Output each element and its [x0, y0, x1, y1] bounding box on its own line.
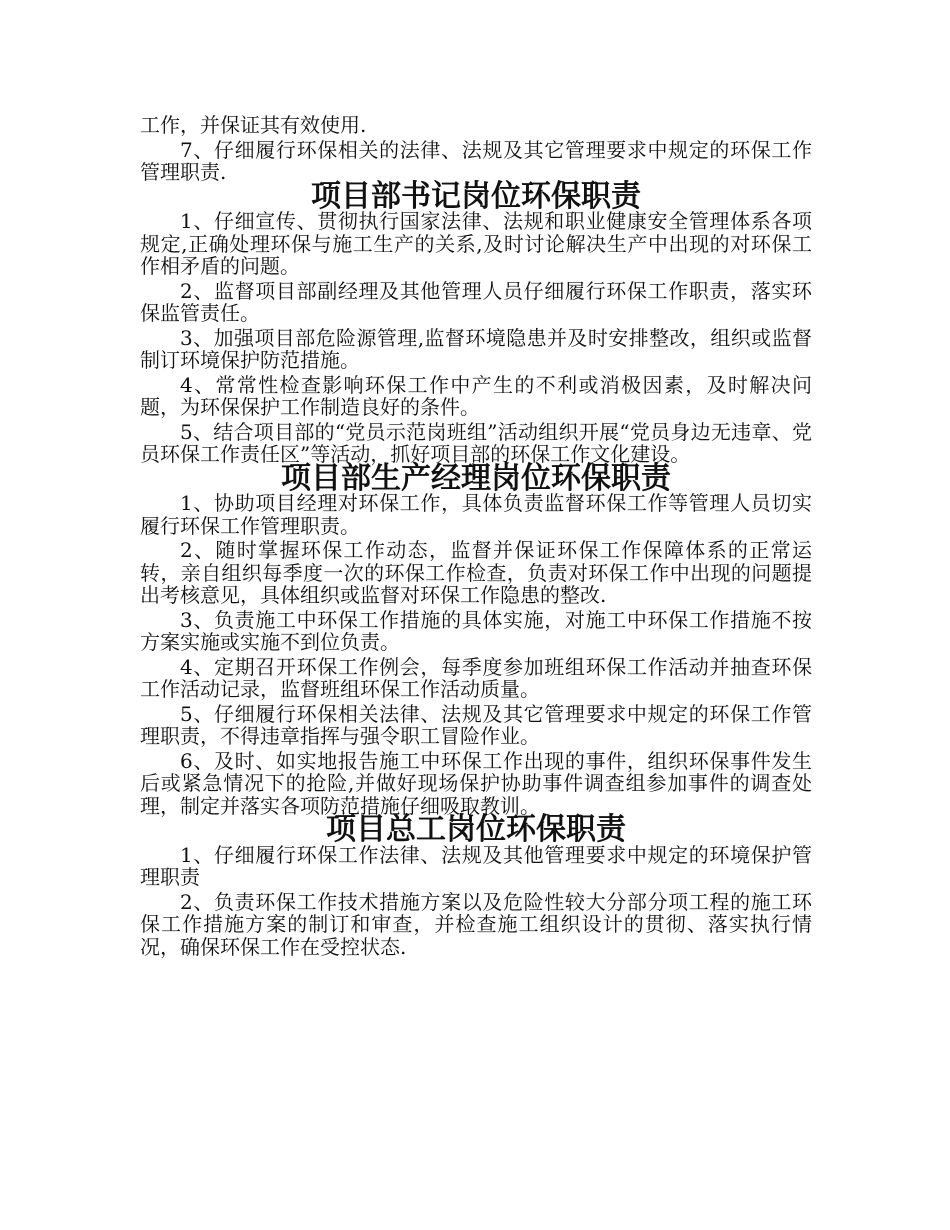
- paragraph-production-1: 1、协助项目经理对环保工作，具体负责监督环保工作等管理人员切实履行环保工作管理职责。: [140, 491, 812, 538]
- paragraph-secretary-2: 2、监督项目部副经理及其他管理人员仔细履行环保工作职责，落实环保监管责任。: [140, 278, 812, 325]
- paragraph-secretary-3: 3、加强项目部危险源管理,监督环境隐患并及时安排整改，组织或监督制订环境保护防范措施。: [140, 325, 812, 372]
- paragraph-production-2: 2、随时掌握环保工作动态，监督并保证环保工作保障体系的正常运转，亲自组织每季度一次的环保工作检查，负责对环保工作中出现的问题提出考核意见，具体组织或监督对环保工作隐患的整改.: [140, 538, 812, 607]
- paragraph-engineer-1: 1、仔细履行环保工作法律、法规及其他管理要求中规定的环境保护管理职责: [140, 842, 812, 889]
- section-heading-secretary: 项目部书记岗位环保职责: [311, 178, 641, 214]
- paragraph-production-4: 4、定期召开环保工作例会，每季度参加班组环保工作活动并抽查环保工作活动记录，监督班组环保工作活动质量。: [140, 654, 812, 701]
- paragraph-duty-7: 7、仔细履行环保相关的法律、法规及其它管理要求中规定的环保工作管理职责.: [140, 137, 812, 184]
- paragraph-secretary-4: 4、常常性检查影响环保工作中产生的不利或消极因素，及时解决问题，为环保保护工作制造良好的条件。: [140, 372, 812, 419]
- section-heading-production-manager: 项目部生产经理岗位环保职责: [281, 460, 671, 496]
- paragraph-production-5: 5、仔细履行环保相关法律、法规及其它管理要求中规定的环保工作管理职责，不得违章指挥与强令职工冒险作业。: [140, 701, 812, 748]
- paragraph-production-6: 6、及时、如实地报告施工中环保工作出现的事件，组织环保事件发生后或紧急情况下的抢险,并做好现场保护协助事件调查组参加事件的调查处理，制定并落实各项防范措施仔细吸取教训。: [140, 748, 812, 818]
- paragraph-continuation: 工作，并保证其有效使用.: [140, 113, 367, 137]
- paragraph-secretary-1: 1、仔细宣传、贯彻执行国家法律、法规和职业健康安全管理体系各项规定,正确处理环保与施工生产的关系,及时讨论解决生产中出现的对环保工作相矛盾的问题。: [140, 209, 812, 278]
- paragraph-production-3: 3、负责施工中环保工作措施的具体实施，对施工中环保工作措施不按方案实施或实施不到位负责。: [140, 607, 812, 654]
- section-heading-chief-engineer: 项目总工岗位环保职责: [326, 812, 626, 847]
- paragraph-secretary-5: 5、结合项目部的“党员示范岗班组”活动组织开展“党员身边无违章、党员环保工作责任区”等活动，抓好项目部的环保工作文化建设。: [140, 419, 812, 466]
- document-page: [140, 114, 812, 960]
- paragraph-engineer-2: 2、负责环保工作技术措施方案以及危险性较大分部分项工程的施工环保工作措施方案的制订和审查，并检查施工组织设计的贯彻、落实执行情况，确保环保工作在受控状态.: [140, 889, 812, 959]
